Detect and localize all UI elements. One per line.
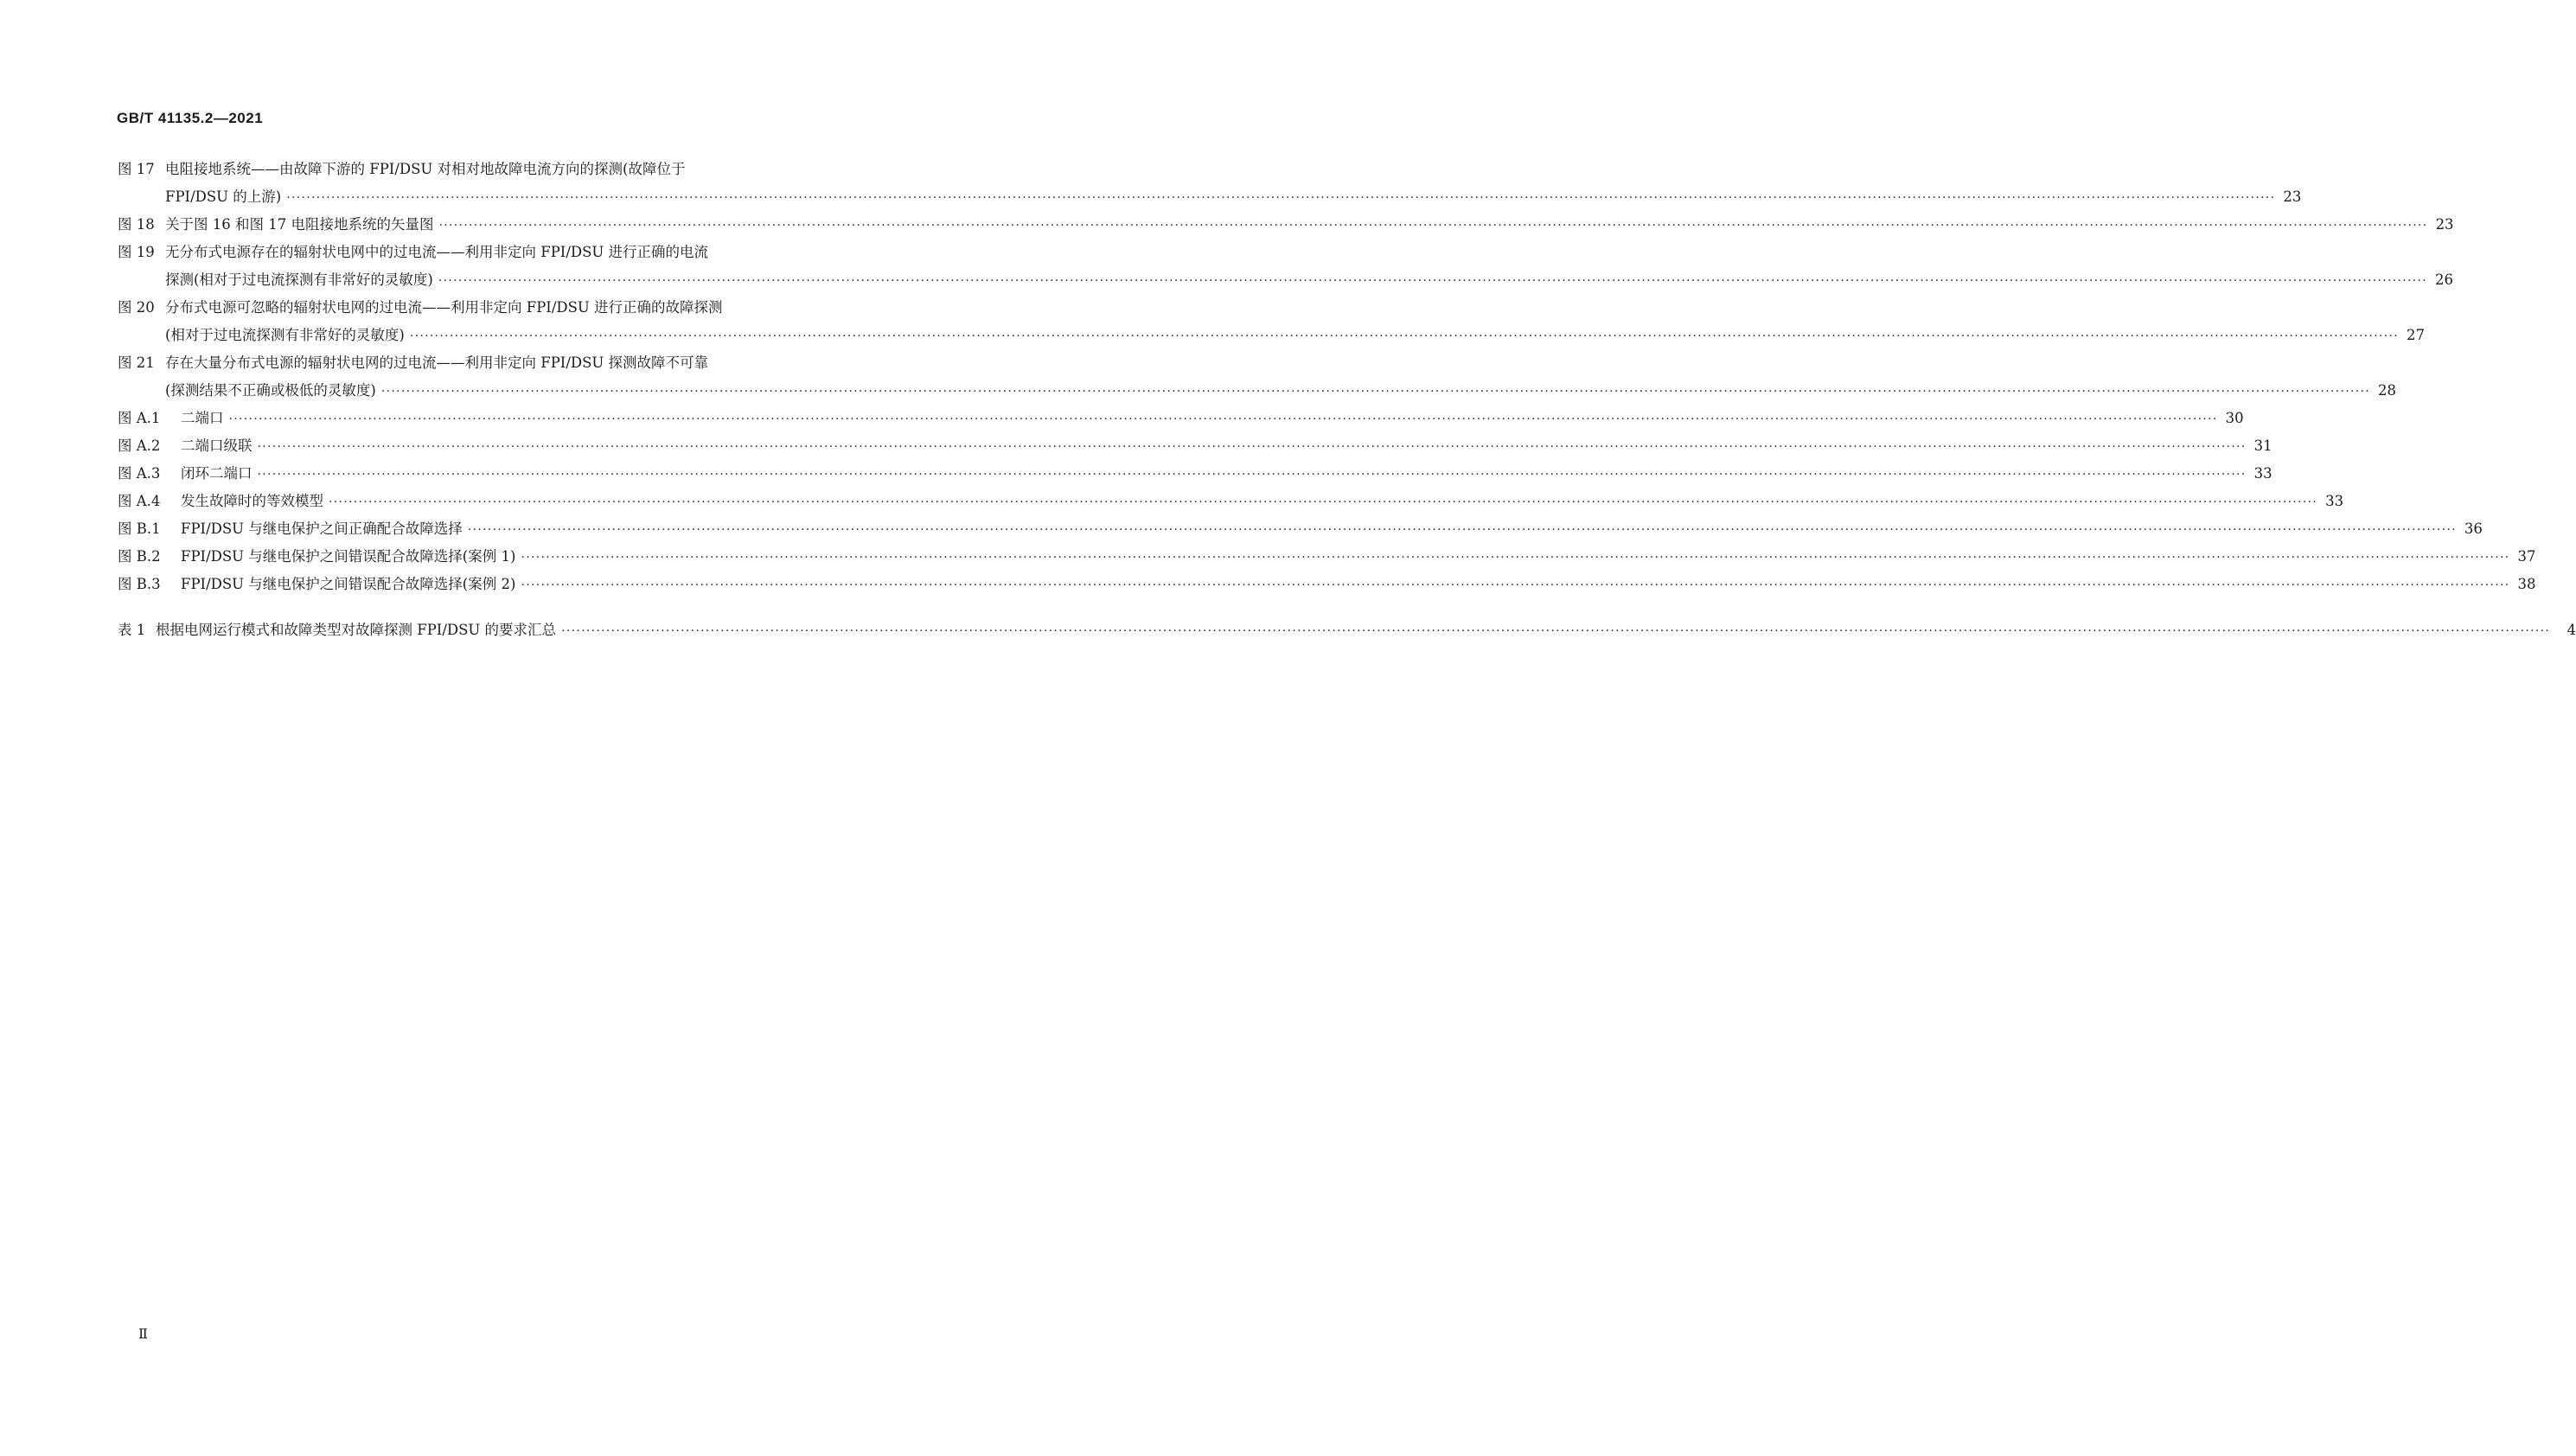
- figure-title: 二端口级联: [181, 437, 252, 454]
- dot-leader: ················································································································································································································································································································································································································: [521, 551, 2510, 565]
- figure-entry[interactable]: [118, 349, 2396, 405]
- figure-title: FPI/DSU 与继电保护之间正确配合故障选择: [181, 520, 463, 537]
- figure-title: FPI/DSU 的上游): [165, 188, 282, 205]
- page-number: Ⅱ: [138, 1325, 148, 1342]
- figure-page-number[interactable]: 26: [2434, 271, 2453, 288]
- figure-label: 图 A.1: [118, 410, 161, 426]
- figure-entry[interactable]: [118, 405, 2244, 432]
- dot-leader: ················································································································································································································································································································································································································: [467, 523, 2457, 537]
- figure-entry[interactable]: [118, 156, 2302, 211]
- dot-leader: ················································································································································································································································································································································································································: [521, 578, 2510, 592]
- figure-entry[interactable]: [118, 571, 2536, 598]
- figure-label: 图 A.4: [118, 493, 161, 509]
- figure-entry[interactable]: [118, 515, 2483, 543]
- dot-leader: ················································································································································································································································································································································································································: [561, 624, 2551, 638]
- figure-title: (探测结果不正确或极低的灵敏度): [165, 382, 376, 399]
- figure-page-number[interactable]: 30: [2225, 410, 2244, 426]
- dot-leader: ················································································································································································································································································································································································································: [409, 329, 2399, 343]
- figure-title: 存在大量分布式电源的辐射状电网的过电流——利用非定向 FPI/DSU 探测故障不可靠: [165, 354, 709, 371]
- figure-label: 图 21: [118, 354, 155, 371]
- figure-title: (相对于过电流探测有非常好的灵敏度): [165, 327, 405, 343]
- figure-title: 关于图 16 和图 17 电阻接地系统的矢量图: [165, 216, 434, 233]
- figure-entry[interactable]: [118, 432, 2272, 460]
- figure-label: 图 B.1: [118, 520, 161, 537]
- dot-leader: ················································································································································································································································································································································································································: [286, 191, 2276, 205]
- dot-leader: ················································································································································································································································································································································································································: [329, 495, 2318, 509]
- figure-label: 图 17: [118, 161, 155, 177]
- figure-label: 图 20: [118, 299, 155, 316]
- figure-page-number[interactable]: 33: [2325, 493, 2344, 509]
- document-code: GB/T 41135.2—2021: [117, 110, 264, 126]
- figure-page-number[interactable]: 36: [2464, 520, 2483, 537]
- figure-entry[interactable]: [118, 239, 2453, 294]
- figure-entry[interactable]: [118, 211, 2454, 239]
- figure-title: 探测(相对于过电流探测有非常好的灵敏度): [165, 271, 433, 288]
- figure-title: 闭环二端口: [181, 465, 252, 482]
- figure-page-number[interactable]: 23: [2435, 216, 2454, 233]
- figure-label: 图 18: [118, 216, 155, 233]
- figure-label: 图 19: [118, 244, 155, 260]
- dot-leader: ················································································································································································································································································································································································································: [228, 412, 2218, 426]
- dot-leader: ················································································································································································································································································································································································································: [380, 385, 2370, 399]
- table-title: 根据电网运行模式和故障类型对故障探测 FPI/DSU 的要求汇总: [156, 622, 557, 638]
- table-entry[interactable]: [118, 616, 2576, 644]
- dot-leader: ················································································································································································································································································································································································································: [257, 440, 2247, 454]
- figure-title: 无分布式电源存在的辐射状电网中的过电流——利用非定向 FPI/DSU 进行正确的电流: [165, 244, 709, 260]
- figure-title: 分布式电源可忽略的辐射状电网的过电流——利用非定向 FPI/DSU 进行正确的故障探测: [165, 299, 723, 316]
- figure-page-number[interactable]: 37: [2517, 548, 2536, 565]
- figure-label: 图 B.2: [118, 548, 161, 565]
- figure-page-number[interactable]: 27: [2406, 327, 2425, 343]
- figure-page-number[interactable]: 38: [2517, 576, 2536, 592]
- figure-entry[interactable]: [118, 488, 2344, 515]
- table-page-number[interactable]: 4: [2566, 622, 2576, 638]
- figure-entry[interactable]: [118, 294, 2425, 349]
- figure-page-number[interactable]: 33: [2253, 465, 2272, 482]
- figure-title: 发生故障时的等效模型: [181, 493, 323, 509]
- figure-title: 二端口: [181, 410, 224, 426]
- figure-title: 电阻接地系统——由故障下游的 FPI/DSU 对相对地故障电流方向的探测(故障位于: [165, 161, 686, 177]
- table-list: [118, 616, 2576, 644]
- table-label: 表 1: [118, 622, 146, 638]
- figure-list: [118, 156, 2536, 598]
- figure-entry[interactable]: [118, 460, 2272, 488]
- figure-label: 图 B.3: [118, 576, 161, 592]
- figure-entry[interactable]: [118, 543, 2536, 571]
- figure-page-number[interactable]: 23: [2283, 188, 2302, 205]
- figure-page-number[interactable]: 31: [2253, 437, 2272, 454]
- dot-leader: ················································································································································································································································································································································································································: [257, 468, 2247, 482]
- dot-leader: ················································································································································································································································································································································································································: [438, 274, 2427, 288]
- figure-page-number[interactable]: 28: [2377, 382, 2396, 399]
- dot-leader: ················································································································································································································································································································································································································: [438, 219, 2428, 233]
- figure-title: FPI/DSU 与继电保护之间错误配合故障选择(案例 1): [181, 548, 516, 565]
- figure-title: FPI/DSU 与继电保护之间错误配合故障选择(案例 2): [181, 576, 516, 592]
- figure-label: 图 A.3: [118, 465, 161, 482]
- figure-label: 图 A.2: [118, 437, 161, 454]
